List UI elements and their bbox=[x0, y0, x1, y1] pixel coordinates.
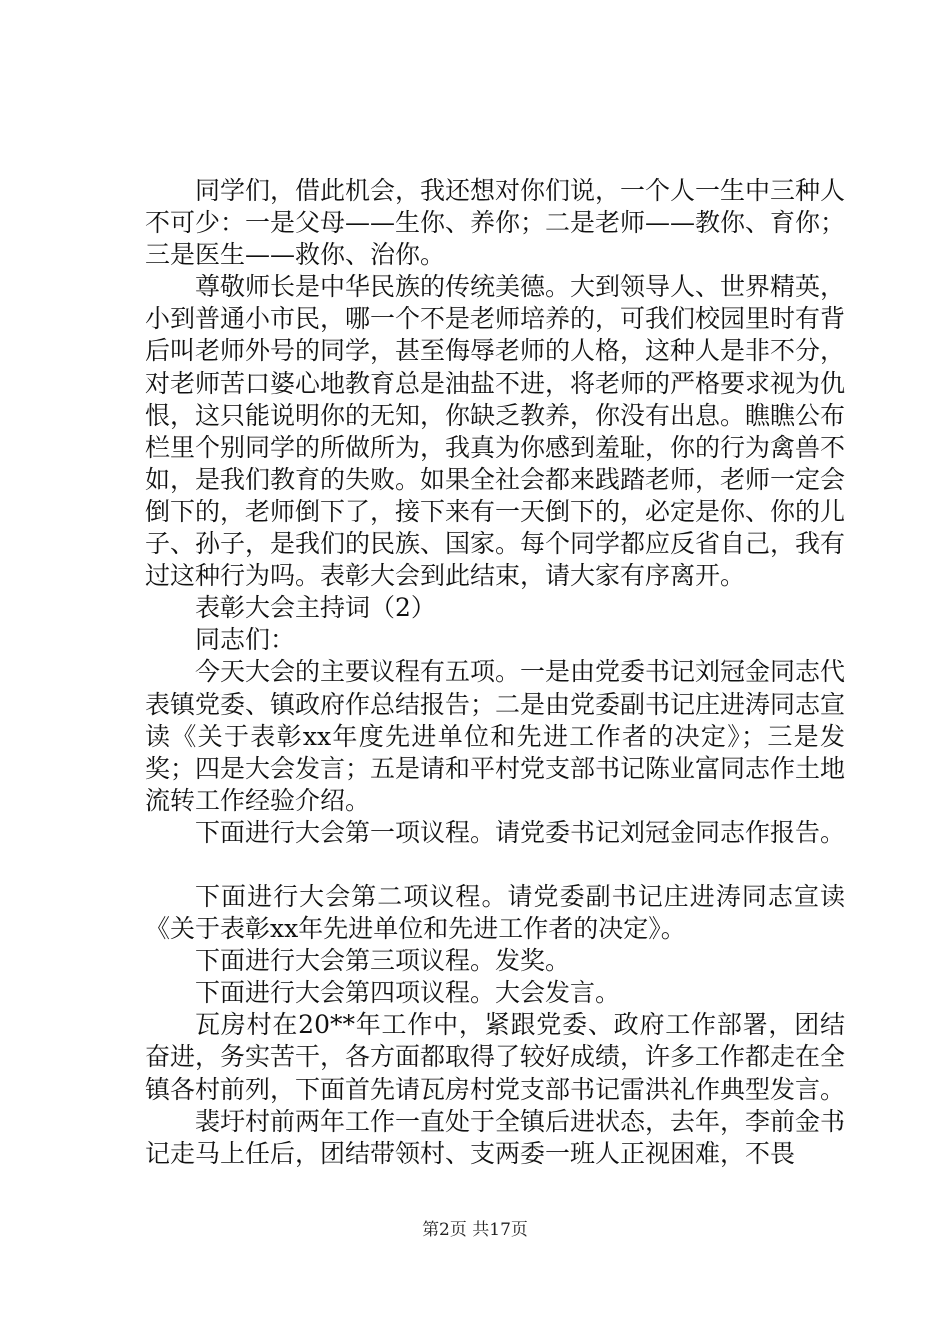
paragraph-item-2: 下面进行大会第二项议程。请党委副书记庄进涛同志宣读《关于表彰xx年先进单位和先进工作者的决定》。 bbox=[145, 881, 845, 944]
paragraph-peiwei: 裴圩村前两年工作一直处于全镇后进状态，去年，李前金书记走马上任后，团结带领村、支两委一班人正视困难，不畏 bbox=[145, 1106, 846, 1168]
salutation: 同志们： bbox=[195, 625, 296, 655]
section-heading: 表彰大会主持词（2） bbox=[195, 593, 436, 623]
paragraph-wafang: 瓦房村在20**年工作中，紧跟党委、政府工作部署，团结奋进，务实苦干，各方面都取得了较好成绩，许多工作都走在全镇各村前列，下面首先请瓦房村党支部书记雷洪礼作典型发言。 bbox=[145, 1010, 846, 1104]
paragraph-agenda: 今天大会的主要议程有五项。一是由党委书记刘冠金同志代表镇党委、镇政府作总结报告；二是由党委副书记庄进涛同志宣读《关于表彰xx年度先进单位和先进工作者的决定》；三是发奖；四是大会发言；五是请和平村党支部书记陈业富同志作土地流转工作经验介绍。 bbox=[145, 657, 846, 815]
document-body bbox=[145, 175, 845, 1170]
paragraph-item-3: 下面进行大会第三项议程。发奖。 bbox=[195, 946, 571, 976]
paragraph-1: 同学们，借此机会，我还想对你们说，一个人一生中三种人不可少：一是父母——生你、养你；二是老师——教你、育你；三是医生——救你、治你。 bbox=[145, 176, 846, 270]
paragraph-2: 尊敬师长是中华民族的传统美德。大到领导人、世界精英，小到普通小市民，哪一个不是老师培养的，可我们校园里时有背后叫老师外号的同学，甚至侮辱老师的人格，这种人是非不分，对老师苦口婆心地教育总是油盐不进，将老师的严格要求视为仇恨，这只能说明你的无知，你缺乏教养，你没有出息。瞧瞧公布栏里个别同学的所做所为，我真为你感到羞耻，你的行为禽兽不如，是我们教育的失败。如果全社会都来践踏老师，老师一定会倒下的，老师倒下了，接下来有一天倒下的，必定是你、你的儿子、孙子，是我们的民族、国家。每个同学都应反省自己，我有过这种行为吗。表彰大会到此结束，请大家有序离开。 bbox=[145, 272, 846, 591]
paragraph-item-1: 下面进行大会第一项议程。请党委书记刘冠金同志作报告。 bbox=[195, 817, 846, 847]
paragraph-item-4: 下面进行大会第四项议程。大会发言。 bbox=[195, 978, 621, 1008]
blank-line bbox=[145, 849, 845, 881]
page-footer: 第2页 共17页 bbox=[422, 1220, 528, 1240]
